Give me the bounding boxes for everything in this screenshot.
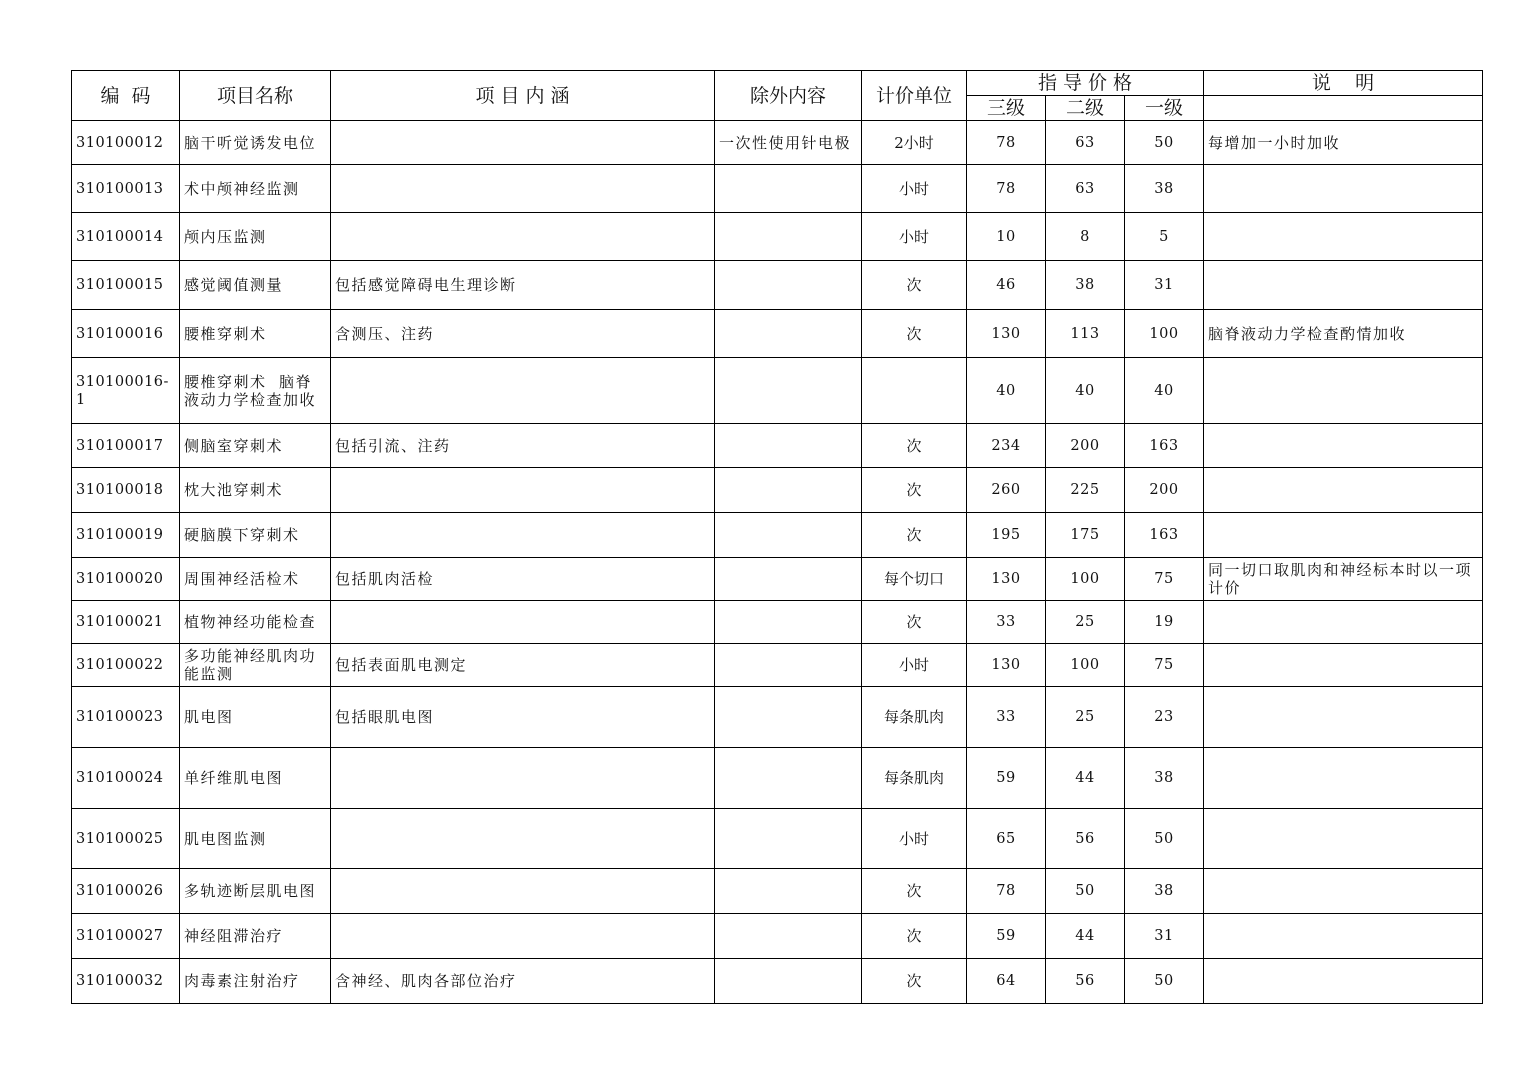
row-name: 术中颅神经监测 — [180, 165, 331, 213]
row-price-level1: 50 — [1125, 809, 1204, 869]
row-note — [1204, 468, 1483, 513]
row-unit: 次 — [862, 869, 967, 914]
row-unit: 次 — [862, 310, 967, 358]
row-price-level2: 113 — [1046, 310, 1125, 358]
row-price-level1: 38 — [1125, 165, 1204, 213]
row-name: 多功能神经肌肉功能监测 — [180, 644, 331, 687]
row-name: 腰椎穿刺术 脑脊液动力学检查加收 — [180, 358, 331, 424]
row-price-level2: 100 — [1046, 558, 1125, 601]
row-content — [331, 121, 715, 165]
row-excluded — [715, 468, 862, 513]
row-excluded — [715, 687, 862, 748]
row-price-level2: 63 — [1046, 121, 1125, 165]
row-content — [331, 513, 715, 558]
row-excluded — [715, 748, 862, 809]
row-excluded — [715, 261, 862, 310]
row-unit: 2小时 — [862, 121, 967, 165]
row-code: 310100014 — [72, 213, 180, 261]
row-code: 310100032 — [72, 959, 180, 1004]
row-code: 310100015 — [72, 261, 180, 310]
row-content — [331, 165, 715, 213]
row-name: 颅内压监测 — [180, 213, 331, 261]
row-note — [1204, 358, 1483, 424]
row-price-level2: 200 — [1046, 424, 1125, 468]
row-code: 310100012 — [72, 121, 180, 165]
row-excluded — [715, 558, 862, 601]
row-name: 植物神经功能检查 — [180, 601, 331, 644]
table-row — [72, 748, 1483, 809]
price-table — [71, 70, 1483, 1004]
row-price-level1: 163 — [1125, 424, 1204, 468]
row-name: 单纤维肌电图 — [180, 748, 331, 809]
table-row — [72, 601, 1483, 644]
row-code: 310100020 — [72, 558, 180, 601]
row-code: 310100013 — [72, 165, 180, 213]
row-content: 包括眼肌电图 — [331, 687, 715, 748]
row-content: 包括感觉障碍电生理诊断 — [331, 261, 715, 310]
row-content: 包括表面肌电测定 — [331, 644, 715, 687]
row-note — [1204, 601, 1483, 644]
header-name: 项目名称 — [180, 71, 331, 121]
table-row — [72, 959, 1483, 1004]
row-excluded — [715, 869, 862, 914]
row-excluded — [715, 644, 862, 687]
row-content: 含测压、注药 — [331, 310, 715, 358]
row-excluded — [715, 513, 862, 558]
row-price-level1: 75 — [1125, 644, 1204, 687]
row-price-level2: 175 — [1046, 513, 1125, 558]
row-code: 310100025 — [72, 809, 180, 869]
row-content — [331, 213, 715, 261]
header-code: 编 码 — [72, 71, 180, 121]
row-excluded — [715, 959, 862, 1004]
row-price-level3: 65 — [967, 809, 1046, 869]
row-unit: 每条肌肉 — [862, 748, 967, 809]
row-excluded: 一次性使用针电极 — [715, 121, 862, 165]
row-name: 侧脑室穿刺术 — [180, 424, 331, 468]
row-note — [1204, 959, 1483, 1004]
row-name: 肌电图 — [180, 687, 331, 748]
row-note — [1204, 687, 1483, 748]
row-price-level3: 59 — [967, 748, 1046, 809]
row-unit: 次 — [862, 513, 967, 558]
row-excluded — [715, 358, 862, 424]
row-price-level2: 8 — [1046, 213, 1125, 261]
row-name: 肉毒素注射治疗 — [180, 959, 331, 1004]
row-price-level3: 33 — [967, 687, 1046, 748]
row-name: 感觉阈值测量 — [180, 261, 331, 310]
row-excluded — [715, 213, 862, 261]
row-price-level1: 23 — [1125, 687, 1204, 748]
table-row — [72, 213, 1483, 261]
row-price-level3: 33 — [967, 601, 1046, 644]
row-price-level1: 31 — [1125, 914, 1204, 959]
row-code: 310100017 — [72, 424, 180, 468]
row-price-level1: 75 — [1125, 558, 1204, 601]
row-price-level1: 19 — [1125, 601, 1204, 644]
row-price-level2: 40 — [1046, 358, 1125, 424]
row-name: 脑干听觉诱发电位 — [180, 121, 331, 165]
row-price-level1: 200 — [1125, 468, 1204, 513]
header-unit: 计价单位 — [862, 71, 967, 121]
row-name: 多轨迹断层肌电图 — [180, 869, 331, 914]
table-row — [72, 914, 1483, 959]
row-code: 310100019 — [72, 513, 180, 558]
row-price-level3: 195 — [967, 513, 1046, 558]
header-note-blank — [1204, 96, 1483, 121]
row-price-level1: 40 — [1125, 358, 1204, 424]
row-unit: 小时 — [862, 809, 967, 869]
table-row — [72, 869, 1483, 914]
row-price-level2: 56 — [1046, 959, 1125, 1004]
row-unit: 次 — [862, 601, 967, 644]
row-note — [1204, 165, 1483, 213]
row-note — [1204, 869, 1483, 914]
row-note — [1204, 809, 1483, 869]
row-code: 310100016 — [72, 310, 180, 358]
row-price-level2: 50 — [1046, 869, 1125, 914]
row-note: 每增加一小时加收 — [1204, 121, 1483, 165]
row-price-level2: 38 — [1046, 261, 1125, 310]
header-content: 项 目 内 涵 — [331, 71, 715, 121]
row-name: 肌电图监测 — [180, 809, 331, 869]
table-row — [72, 687, 1483, 748]
row-code: 310100016-1 — [72, 358, 180, 424]
row-price-level2: 100 — [1046, 644, 1125, 687]
table-row — [72, 558, 1483, 601]
row-note — [1204, 914, 1483, 959]
row-price-level1: 163 — [1125, 513, 1204, 558]
row-content — [331, 358, 715, 424]
row-unit: 次 — [862, 468, 967, 513]
table-row — [72, 121, 1483, 165]
table-row — [72, 310, 1483, 358]
row-price-level2: 25 — [1046, 601, 1125, 644]
row-price-level1: 5 — [1125, 213, 1204, 261]
row-price-level1: 31 — [1125, 261, 1204, 310]
row-unit: 小时 — [862, 165, 967, 213]
row-code: 310100024 — [72, 748, 180, 809]
row-note: 同一切口取肌肉和神经标本时以一项计价 — [1204, 558, 1483, 601]
header-excluded: 除外内容 — [715, 71, 862, 121]
row-price-level2: 25 — [1046, 687, 1125, 748]
row-unit: 次 — [862, 959, 967, 1004]
row-price-level3: 234 — [967, 424, 1046, 468]
row-code: 310100021 — [72, 601, 180, 644]
row-note — [1204, 644, 1483, 687]
row-note — [1204, 261, 1483, 310]
row-price-level3: 78 — [967, 165, 1046, 213]
row-code: 310100027 — [72, 914, 180, 959]
header-level2: 二级 — [1046, 96, 1125, 121]
row-unit: 每条肌肉 — [862, 687, 967, 748]
row-note — [1204, 748, 1483, 809]
row-name: 周围神经活检术 — [180, 558, 331, 601]
row-unit: 次 — [862, 424, 967, 468]
header-price: 指 导 价 格 — [967, 71, 1204, 96]
row-code: 310100022 — [72, 644, 180, 687]
header-note: 说 明 — [1204, 71, 1483, 96]
row-excluded — [715, 914, 862, 959]
row-price-level2: 225 — [1046, 468, 1125, 513]
row-content — [331, 914, 715, 959]
row-unit: 次 — [862, 914, 967, 959]
table-row — [72, 261, 1483, 310]
table-row — [72, 165, 1483, 213]
row-note — [1204, 513, 1483, 558]
row-note — [1204, 213, 1483, 261]
row-content — [331, 468, 715, 513]
row-unit: 次 — [862, 261, 967, 310]
row-excluded — [715, 424, 862, 468]
row-content: 包括肌肉活检 — [331, 558, 715, 601]
row-note: 脑脊液动力学检查酌情加收 — [1204, 310, 1483, 358]
table-row — [72, 358, 1483, 424]
row-price-level3: 130 — [967, 644, 1046, 687]
row-content — [331, 869, 715, 914]
row-price-level2: 44 — [1046, 748, 1125, 809]
row-price-level3: 78 — [967, 121, 1046, 165]
row-excluded — [715, 310, 862, 358]
row-name: 枕大池穿刺术 — [180, 468, 331, 513]
row-unit — [862, 358, 967, 424]
table-row — [72, 644, 1483, 687]
row-content — [331, 748, 715, 809]
row-name: 硬脑膜下穿刺术 — [180, 513, 331, 558]
row-unit: 小时 — [862, 213, 967, 261]
row-excluded — [715, 165, 862, 213]
row-excluded — [715, 601, 862, 644]
table-row — [72, 468, 1483, 513]
row-price-level1: 100 — [1125, 310, 1204, 358]
row-content — [331, 601, 715, 644]
row-price-level3: 59 — [967, 914, 1046, 959]
row-price-level2: 63 — [1046, 165, 1125, 213]
row-content — [331, 809, 715, 869]
row-code: 310100023 — [72, 687, 180, 748]
table-row — [72, 513, 1483, 558]
row-price-level2: 44 — [1046, 914, 1125, 959]
row-code: 310100026 — [72, 869, 180, 914]
row-price-level3: 78 — [967, 869, 1046, 914]
table-row — [72, 809, 1483, 869]
row-unit: 每个切口 — [862, 558, 967, 601]
row-price-level3: 46 — [967, 261, 1046, 310]
row-price-level3: 130 — [967, 558, 1046, 601]
row-code: 310100018 — [72, 468, 180, 513]
header-level1: 一级 — [1125, 96, 1204, 121]
row-price-level1: 50 — [1125, 121, 1204, 165]
row-note — [1204, 424, 1483, 468]
row-price-level3: 10 — [967, 213, 1046, 261]
row-price-level1: 38 — [1125, 869, 1204, 914]
row-price-level3: 40 — [967, 358, 1046, 424]
table-body — [72, 121, 1483, 1004]
row-excluded — [715, 809, 862, 869]
table-row — [72, 424, 1483, 468]
row-price-level2: 56 — [1046, 809, 1125, 869]
row-name: 腰椎穿刺术 — [180, 310, 331, 358]
row-price-level3: 130 — [967, 310, 1046, 358]
row-price-level1: 50 — [1125, 959, 1204, 1004]
row-name: 神经阻滞治疗 — [180, 914, 331, 959]
row-content: 含神经、肌肉各部位治疗 — [331, 959, 715, 1004]
row-price-level3: 64 — [967, 959, 1046, 1004]
header-level3: 三级 — [967, 96, 1046, 121]
row-price-level3: 260 — [967, 468, 1046, 513]
row-unit: 小时 — [862, 644, 967, 687]
row-content: 包括引流、注药 — [331, 424, 715, 468]
row-price-level1: 38 — [1125, 748, 1204, 809]
